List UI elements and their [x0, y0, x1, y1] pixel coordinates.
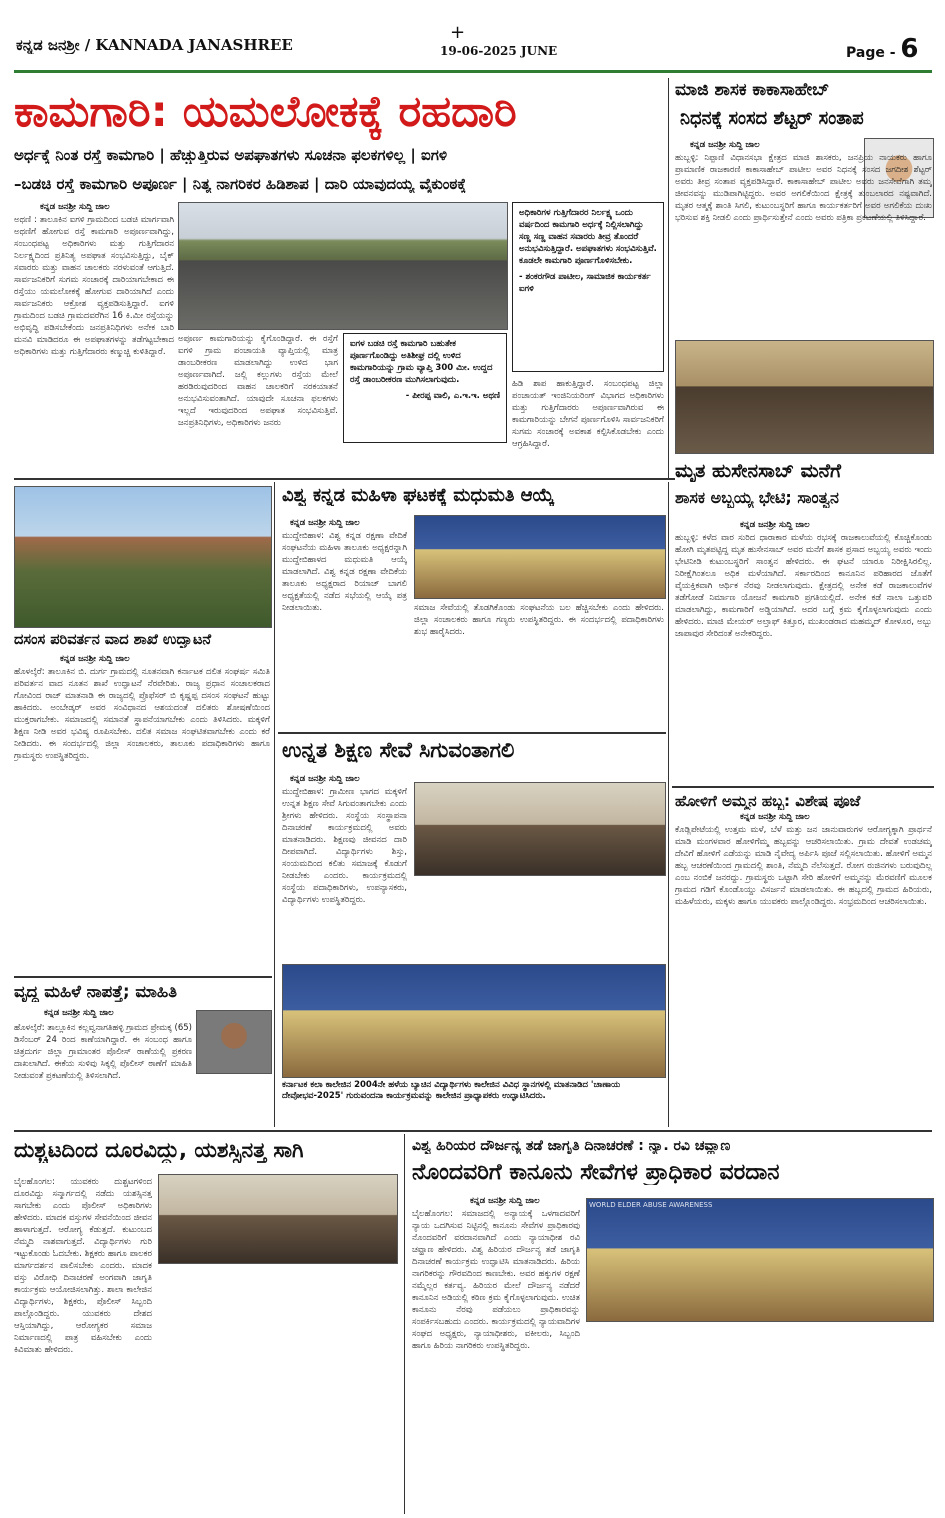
- lead-body-col2: ಅಪೂರ್ಣ ಕಾಮಗಾರಿಯನ್ನು ಕೈಗೊಂಡಿದ್ದಾರೆ. ಈ ರಸ್ತೆಗೆ ಐಗಳಿ ಗ್ರಾಮ ಪಂಚಾಯತಿ ವ್ಯಾಪ್ತಿಯಲ್ಲಿ ಮಾತ್ರ ಡಾಂಬರೀಕರಣ ಮಾಡಲಾಗಿದ್ದು ಉಳಿದ ಭಾಗ ಅಪೂರ್ಣವಾಗಿದೆ. ಜಲ್ಲಿ ಕಲ್ಲುಗಳು ರಸ್ತೆಯ ಮೇಲೆ ಹರಡಿರುವುದರಿಂದ ವಾಹನ ಚಾಲಕರಿಗೆ ನರಕಯಾತನೆ ಅನುಭವಿಸುವಂತಾಗಿದೆ. ಯಾವುದೇ ಸೂಚನಾ ಫಲಕಗಳು ಇಲ್ಲದೆ ಇರುವುದರಿಂದ ಅಪಘಾತ ಸಂಭವಿಸುತ್ತಿವೆ. ಜನಪ್ರತಿನಿಧಿಗಳು, ಅಧಿಕಾರಿಗಳು ಜನರು: [178, 334, 338, 428]
- mla-headline-1: ಮಾಜಿ ಶಾಸಕ ಕಾಕಾಸಾಹೇಬ್: [675, 80, 830, 100]
- missing-headline: ವೃದ್ಧ ಮಹಿಳೆ ನಾಪತ್ತೆ; ಮಾಹಿತಿ: [14, 982, 177, 1001]
- dss-byline: ಕನ್ನಡ ಜನಶ್ರೀ ಸುದ್ದಿ ಜಾಲ: [60, 654, 130, 664]
- bottom-right-photo: [586, 1198, 934, 1322]
- edu-caption: ಕರ್ನಾಟಕ ಕಲಾ ಕಾಲೇಜಿನ 2004ನೇ ಹಳೆಯ ಬ್ಯಾಚಿನ ವಿದ್ಯಾರ್ಥಿಗಳು ಕಾಲೇಜಿನ ವಿವಿಧ ಸ್ಥಾನಗಳಲ್ಲಿ ಮಾತನಾಡಿದ 'ಚಾಣಾಯ ದೇವೋಭವ-2025' ಗುರುವಂದನಾ ಕಾರ್ಯಕ್ರಮವನ್ನು ಕಾಲೇಜಿನ ಪ್ರಾಧ್ಯಾಪಕರು ಉದ್ಘಾಟಿಸಿದರು.: [282, 1080, 621, 1101]
- missing-byline: ಕನ್ನಡ ಜನಶ್ರೀ ಸುದ್ದಿ ಜಾಲ: [44, 1008, 114, 1018]
- right-divider: [668, 482, 669, 1127]
- lead-subhead-1: ಅರ್ಧಕ್ಕೆ ನಿಂತ ರಸ್ತೆ ಕಾಮಗಾರಿ | ಹೆಚ್ಚುತ್ತಿರುವ ಅಪಘಾತಗಳು ಸೂಚನಾ ಫಲಕಗಳಿಲ್ಲ | ಐಗಳಿ: [14, 146, 448, 164]
- bottom-section-rule: [14, 1130, 932, 1132]
- bottom-right-body: ಬೈಲಹೊಂಗಲ: ಸಮಾಜದಲ್ಲಿ ಅನ್ಯಾಯಕ್ಕೆ ಒಳಗಾದವರಿಗೆ ನ್ಯಾಯ ಒದಗಿಸುವ ನಿಟ್ಟಿನಲ್ಲಿ ಕಾನೂನು ಸೇವೆಗಳ ಪ್ರಾಧಿಕಾರವು ನೊಂದವರಿಗೆ ವರದಾನವಾಗಿದೆ ಎಂದು ನ್ಯಾಯಾಧೀಶ ರವಿ ಚವ್ಹಾಣ ಹೇಳಿದರು. ವಿಶ್ವ ಹಿರಿಯರ ದೌರ್ಜನ್ಯ ತಡೆ ಜಾಗೃತಿ ದಿನಾಚರಣೆ ಕಾರ್ಯಕ್ರಮ ಉದ್ಘಾಟಿಸಿ ಮಾತನಾಡಿದರು. ಹಿರಿಯ ನಾಗರಿಕರನ್ನು ಗೌರವದಿಂದ ಕಾಣಬೇಕು. ಅವರ ಹಕ್ಕುಗಳ ರಕ್ಷಣೆ ನಮ್ಮೆಲ್ಲರ ಕರ್ತವ್ಯ. ಹಿರಿಯರ ಮೇಲೆ ದೌರ್ಜನ್ಯ ನಡೆದರೆ ಕಾನೂನಿನ ಅಡಿಯಲ್ಲಿ ಕಠಿಣ ಕ್ರಮ ಕೈಗೊಳ್ಳಲಾಗುವುದು. ಉಚಿತ ಕಾನೂನು ನೆರವು ಪಡೆಯಲು ಪ್ರಾಧಿಕಾರವನ್ನು ಸಂಪರ್ಕಿಸಬಹುದು ಎಂದರು. ಕಾರ್ಯಕ್ರಮದಲ್ಲಿ ನ್ಯಾಯವಾದಿಗಳ ಸಂಘದ ಅಧ್ಯಕ್ಷರು, ನ್ಯಾಯಾಧೀಶರು, ವಕೀಲರು, ಸಿಬ್ಬಂದಿ ಹಾಗೂ ಹಿರಿಯ ನಾಗರಿಕರು ಉಪಸ್ಥಿತರಿದ್ದರು.: [412, 1209, 580, 1351]
- visit-body: ಹುಬ್ಬಳ್ಳಿ: ಕಳೆದ ವಾರ ಸುರಿದ ಧಾರಾಕಾರ ಮಳೆಯ ರಭಸಕ್ಕೆ ರಾಜಕಾಲುವೆಯಲ್ಲಿ ಕೊಚ್ಚಿಕೊಂಡು ಹೋಗಿ ಮೃತಪಟ್ಟಿದ್ದ ಮೃತ ಹುಸೇನಸಾಬ್ ಅವರ ಮನೆಗೆ ಶಾಸಕ ಪ್ರಸಾದ ಅಬ್ಬಯ್ಯ ಅವರು ಇಂದು ಭೇಟಿನೀಡಿ ಕುಟುಂಬಸ್ಥರಿಗೆ ಸಾಂತ್ವನ ಹೇಳಿದರು. ಈ ಘಟನೆ ಯಾರೂ ನಿರೀಕ್ಷಿಸಿರಲಿಲ್ಲ. ನಿರೀಕ್ಷೆಗಿಂತಲೂ ಅಧಿಕ ಮಳೆಯಾಗಿದೆ. ಸರ್ಕಾರದಿಂದ ಕಾನೂನಿನ ಪರಿಹಾರದ ಜೊತೆಗೆ ವೈಯಕ್ತಿಕವಾಗಿ ಆರ್ಥಿಕ ನೆರವು ನೀಡಲಾಗುವುದು. ಕ್ಷೇತ್ರದಲ್ಲಿ ಅನೇಕ ಕಡೆ ರಾಜಕಾಲುವೆಗಳ ತಡೆಗೋಡೆ ನಿರ್ಮಾಣ ಯೋಜನೆ ಕಾಮಗಾರಿ ಪ್ರಗತಿಯಲ್ಲಿದೆ. ಅನೇಕ ಕಡೆ ನಾಲಾ ಒತ್ತುವರಿ ಮಾಡಲಾಗಿದ್ದು, ಕಾಮಗಾರಿಗೆ ಅಡ್ಡಿಯಾಗಿದೆ. ಅದರ ಬಗ್ಗೆ ಕ್ರಮ ಕೈಗೊಳ್ಳಲಾಗುವುದು ಎಂದು ಹೇಳಿದರು. ಮಾಜಿ ಮೇಯರ್ ಅಲ್ತಾಫ್ ಕಿತ್ತೂರ, ಮುಖಂಡರಾದ ಮಹಮ್ಮದ್ ಕೋಳೂರ, ಅಬ್ಬು ಜಾಪಾವುರ ಸೇರಿದಂತೆ ಅನೇಕರಿದ್ದರು.: [675, 533, 932, 639]
- holi-rule: [672, 786, 934, 788]
- visit-headline-2: ಶಾಸಕ ಅಬ್ಬಯ್ಯ ಭೇಟಿ; ಸಾಂತ್ವನ: [675, 488, 839, 507]
- column-divider: [668, 78, 669, 478]
- bottom-divider: [404, 1134, 405, 1514]
- quote-attrib-1: - ಶಂಕರಗೌಡ ಪಾಟೀಲ, ಸಾಮಾಜಿಕ ಕಾರ್ಯಕರ್ತ ಐಗಳಿ: [519, 272, 651, 294]
- missing-rule: [14, 976, 272, 978]
- banner-text: WORLD ELDER ABUSE AWARENESS: [589, 1201, 713, 1209]
- left-divider: [274, 482, 275, 1127]
- visit-photo: [675, 340, 934, 454]
- lead-body-col1: ಅಥಣಿ : ತಾಲೂಕಿನ ಐಗಳಿ ಗ್ರಾಮದಿಂದ ಬಡಚಿ ಮಾರ್ಗವಾಗಿ ಅಥಣಿಗೆ ಹೋಗುವ ರಸ್ತೆ ಕಾಮಗಾರಿ ಅಪೂರ್ಣವಾಗಿದ್ದು, ಸಂಬಂಧಪಟ್ಟ ಅಧಿಕಾರಿಗಳು ಮತ್ತು ಗುತ್ತಿಗೆದಾರನ ನಿರ್ಲಕ್ಷ್ಯದಿಂದ ಪ್ರತಿನಿತ್ಯ ಅಪಘಾತ ಸಂಭವಿಸುತ್ತಿದ್ದು, ಬೈಕ್ ಸವಾರರು ಮತ್ತು ವಾಹನ ಚಾಲಕರು ನರಳುವಂತೆ ಆಗುತ್ತಿದೆ. ಸಾರ್ವಜನಿಕರಿಗೆ ಸುಗಮ ಸಂಚಾರಕ್ಕೆ ದಾರಿಯಾಗಬೇಕಾದ ಈ ರಸ್ತೆಯು ಯಮಲೋಕಕ್ಕೆ ಹೋಗುವ ದಾರಿಯಾಗಿದೆ ಎಂದು ಸಾರ್ವಜನಿಕರು ಆಕ್ರೋಶ ವ್ಯಕ್ತಪಡಿಸುತ್ತಿದ್ದಾರೆ. ಐಗಳಿ ಗ್ರಾಮದಿಂದ ಬಡಚಿ ಗ್ರಾಮದವರೆಗಿನ 16 ಕಿ.ಮೀ ರಸ್ತೆಯನ್ನು ಅಭಿವೃದ್ಧಿ ಪಡಿಸಬೇಕೆಂದು ಜನಪ್ರತಿನಿಧಿಗಳು ಅನೇಕ ಬಾರಿ ಮನವಿ ಮಾಡಿದರೂ ಈ ಅಪಘಾತಗಳನ್ನು ತಡೆಗಟ್ಟಬೇಕಾದ ಅಧಿಕಾರಿಗಳು ಮತ್ತು ಗುತ್ತಿಗೆದಾರರು ಕಣ್ಮುಚ್ಚಿ ಕುಳಿತಿದ್ದಾರೆ.: [14, 215, 174, 357]
- road-photo: [178, 202, 508, 330]
- madhumati-body-right: ಸಮಾಜ ಸೇವೆಯಲ್ಲಿ ತೊಡಗಿಕೊಂಡು ಸಂಘಟನೆಯ ಬಲ ಹೆಚ್ಚಿಸಬೇಕು ಎಂದು ಹೇಳಿದರು. ಜಿಲ್ಲಾ ಸಂಚಾಲಕರು ಹಾಗೂ ಗಣ್ಯರು ಉಪಸ್ಥಿತರಿದ್ದರು. ಈ ಸಂದರ್ಭದಲ್ಲಿ ಪದಾಧಿಕಾರಿಗಳು ಶುಭ ಹಾರೈಸಿದರು.: [414, 603, 664, 637]
- visit-byline: ಕನ್ನಡ ಜನಶ್ರೀ ಸುದ್ದಿ ಜಾಲ: [740, 520, 810, 530]
- bottom-left-body: ಬೈಲಹೊಂಗಲ: ಯುವಕರು ದುಶ್ಚಟಗಳಿಂದ ದೂರವಿದ್ದು ಸನ್ಮಾರ್ಗದಲ್ಲಿ ನಡೆದು ಯಶಸ್ಸಿನತ್ತ ಸಾಗಬೇಕು ಎಂದು ಪೊಲೀಸ್ ಅಧಿಕಾರಿಗಳು ಹೇಳಿದರು. ಮಾದಕ ವಸ್ತುಗಳ ಸೇವನೆಯಿಂದ ಜೀವನ ಹಾಳಾಗುತ್ತದೆ. ಆರೋಗ್ಯ ಕೆಡುತ್ತದೆ. ಕುಟುಂಬದ ನೆಮ್ಮದಿ ನಾಶವಾಗುತ್ತದೆ. ವಿದ್ಯಾರ್ಥಿಗಳು ಗುರಿ ಇಟ್ಟುಕೊಂಡು ಓದಬೇಕು. ಶಿಕ್ಷಕರು ಹಾಗೂ ಪಾಲಕರ ಮಾರ್ಗದರ್ಶನ ಪಾಲಿಸಬೇಕು ಎಂದರು. ಮಾದಕ ವಸ್ತು ವಿರೋಧಿ ದಿನಾಚರಣೆ ಅಂಗವಾಗಿ ಜಾಗೃತಿ ಕಾರ್ಯಕ್ರಮ ಆಯೋಜಿಸಲಾಗಿತ್ತು. ಶಾಲಾ ಕಾಲೇಜಿನ ವಿದ್ಯಾರ್ಥಿಗಳು, ಶಿಕ್ಷಕರು, ಪೊಲೀಸ್ ಸಿಬ್ಬಂದಿ ಪಾಲ್ಗೊಂಡಿದ್ದರು. ಯುವಕರು ದೇಶದ ಆಸ್ತಿಯಾಗಿದ್ದು, ಆರೋಗ್ಯಕರ ಸಮಾಜ ನಿರ್ಮಾಣದಲ್ಲಿ ಪಾತ್ರ ವಹಿಸಬೇಕು ಎಂದು ಕಿವಿಮಾತು ಹೇಳಿದರು.: [14, 1177, 152, 1355]
- lead-subhead-2: –ಬಡಚಿ ರಸ್ತೆ ಕಾಮಗಾರಿ ಅಪೂರ್ಣ | ನಿತ್ಯ ನಾಗರಿಕರ ಹಿಡಿಶಾಪ | ದಾರಿ ಯಾವುದಯ್ಯ ವೈಕುಂಠಕ್ಕೆ: [14, 175, 467, 193]
- lead-byline: ಕನ್ನಡ ಜನಶ್ರೀ ಸುದ್ದಿ ಜಾಲ: [40, 202, 110, 212]
- bottom-right-headline: ನೊಂದವರಿಗೆ ಕಾನೂನು ಸೇವೆಗಳ ಪ್ರಾಧಿಕಾರ ವರದಾನ: [412, 1160, 780, 1185]
- missing-portrait: [196, 1010, 272, 1074]
- mla-body: ಹುಬ್ಬಳ್ಳಿ: ನಿಪ್ಪಾಣಿ ವಿಧಾನಸಭಾ ಕ್ಷೇತ್ರದ ಮಾಜಿ ಶಾಸಕರು, ಜನಪ್ರಿಯ ನಾಯಕರು ಹಾಗೂ ಪ್ರಾಮಾಣಿಕ ರಾಜಕಾರಣಿ ಕಾಕಾಸಾಹೇಬ್ ಪಾಟೀಲ ಅವರ ನಿಧನಕ್ಕೆ ಸಂಸದ ಜಗದೀಶ ಶೆಟ್ಟರ್ ಅವರು ತೀವ್ರ ಸಂತಾಪ ವ್ಯಕ್ತಪಡಿಸಿದ್ದಾರೆ. ಕಾಕಾಸಾಹೇಬ್ ಪಾಟೀಲ ಅವರು ಜನಸೇವೆಗಾಗಿ ತಮ್ಮ ಜೀವನವನ್ನು ಮುಡಿಪಾಗಿಟ್ಟಿದ್ದರು. ಅವರ ಅಗಲಿಕೆಯಿಂದ ಕ್ಷೇತ್ರಕ್ಕೆ ತುಂಬಲಾರದ ನಷ್ಟವಾಗಿದೆ. ಮೃತರ ಆತ್ಮಕ್ಕೆ ಶಾಂತಿ ಸಿಗಲಿ, ಕುಟುಂಬಸ್ಥರಿಗೆ ಹಾಗೂ ಕಾರ್ಯಕರ್ತರಿಗೆ ಅವರ ಅಗಲಿಕೆಯ ದುಃಖ ಭರಿಸುವ ಶಕ್ತಿ ನೀಡಲಿ ಎಂದು ಪ್ರಾರ್ಥಿಸುತ್ತೇನೆ ಎಂದು ಅವರು ಪತ್ರಿಕಾ ಪ್ರಕಟಣೆಯಲ್ಲಿ ತಿಳಿಸಿದ್ದಾರೆ.: [675, 153, 932, 223]
- holi-headline: ಹೋಳಿಗೆ ಅಮ್ಮನ ಹಬ್ಬ: ವಿಶೇಷ ಪೂಜೆ: [675, 792, 861, 810]
- page-indicator: [846, 34, 919, 64]
- missing-body: ಹೊಳಲ್ಕೆರೆ: ತಾಲ್ಲೂಕಿನ ಕಲ್ಲವ್ವನಾಗತಿಹಳ್ಳಿ ಗ್ರಾಮದ ಪ್ರೇಮಕ್ಕ (65) ಡಿಸೆಂಬರ್ 24 ರಿಂದ ಕಾಣೆಯಾಗಿದ್ದಾರೆ. ಈ ಸಂಬಂಧ ಹಾಗೂ ಚಿತ್ರದುರ್ಗ ಜಿಲ್ಲಾ ಗ್ರಾಮಾಂತರ ಪೊಲೀಸ್ ಠಾಣೆಯಲ್ಲಿ ಪ್ರಕರಣ ದಾಖಲಾಗಿದೆ. ಈಕೆಯ ಸುಳಿವು ಸಿಕ್ಕಲ್ಲಿ ಪೊಲೀಸ್ ಠಾಣೆಗೆ ಮಾಹಿತಿ ನೀಡುವಂತೆ ಪ್ರಕಟಣೆಯಲ್ಲಿ ತಿಳಿಸಲಾಗಿದೆ.: [14, 1023, 192, 1081]
- mla-byline: ಕನ್ನಡ ಜನಶ್ರೀ ಸುದ್ದಿ ಜಾಲ: [690, 140, 760, 150]
- dss-body: ಹೊಳಲ್ಕೆರೆ: ತಾಲೂಕಿನ ಬಿ. ದುರ್ಗ ಗ್ರಾಮದಲ್ಲಿ ನೂತನವಾಗಿ ಕರ್ನಾಟಕ ದಲಿತ ಸಂಘರ್ಷ ಸಮಿತಿ ಪರಿವರ್ತನ ವಾದ ನೂತನ ಶಾಖೆ ಉದ್ಘಾಟನೆ ನೆರವೇರಿತು. ರಾಜ್ಯ ಪ್ರಧಾನ ಸಂಚಾಲಕರಾದ ಗೋವಿಂದ ರಾಜ್ ಮಾತನಾಡಿ ಈ ರಾಜ್ಯದಲ್ಲಿ ಪ್ರೊಫೆಸರ್ ಬಿ ಕೃಷ್ಣಪ್ಪ ದಸಂಸ ಸಂಘಟನೆ ಹುಟ್ಟು ಹಾಕಿದರು. ಅಂಬೇಡ್ಕರ್ ಅವರ ಸಂವಿಧಾನದ ಆಶಯದಂತೆ ದಲಿತರು ಶೋಷಣೆಯಿಂದ ಮುಕ್ತರಾಗಬೇಕು. ಸಮಾಜದಲ್ಲಿ ಸಮಾನತೆ ಸ್ಥಾಪನೆಯಾಗಬೇಕು ಎಂದು ತಿಳಿಸಿದರು. ಮಕ್ಕಳಿಗೆ ಶಿಕ್ಷಣ ನೀಡಿ ಅವರ ಭವಿಷ್ಯ ರೂಪಿಸಬೇಕು. ದಲಿತ ಸಮಾಜ ಸಂಘಟಿತವಾಗಬೇಕು ಎಂದು ಕರೆ ನೀಡಿದರು. ಈ ಸಂದರ್ಭದಲ್ಲಿ ಜಿಲ್ಲಾ ಸಂಚಾಲಕರು, ತಾಲೂಕು ಪದಾಧಿಕಾರಿಗಳು ಹಾಗೂ ಗ್ರಾಮಸ್ಥರು ಉಪಸ್ಥಿತರಿದ್ದರು.: [14, 667, 270, 761]
- lead-body-col3: ಹಿಡಿ ಶಾಪ ಹಾಕುತ್ತಿದ್ದಾರೆ. ಸಂಬಂಧಪಟ್ಟ ಜಿಲ್ಲಾ ಪಂಚಾಯತ್ ಇಂಜಿನಿಯರಿಂಗ್ ವಿಭಾಗದ ಅಧಿಕಾರಿಗಳು ಮತ್ತು ಗುತ್ತಿಗೆದಾರರು ಅಪೂರ್ಣವಾಗಿರುವ ಈ ಕಾಮಗಾರಿಯನ್ನು ಬೇಗನೆ ಪೂರ್ಣಗೊಳಿಸಿ ಸಾರ್ವಜನಿಕರಿಗೆ ಸುಗಮ ಸಂಚಾರಕ್ಕೆ ಅವಕಾಶ ಕಲ್ಪಿಸಿಕೊಡಬೇಕು ಎಂದು ಆಗ್ರಹಿಸಿದ್ದಾರೆ.: [512, 379, 664, 449]
- edu-headline: ಉನ್ನತ ಶಿಕ್ಷಣ ಸೇವೆ ಸಿಗುವಂತಾಗಲಿ: [282, 738, 515, 762]
- edu-photo-2: [282, 964, 666, 1078]
- quote-text-1: ಅಧಿಕಾರಿಗಳ ಗುತ್ತಿಗೆದಾರರ ನಿರ್ಲಕ್ಷ್ಯ ಒಂದು ವರ್ಷದಿಂದ ಕಾಮಗಾರಿ ಅರ್ಧಕ್ಕೆ ನಿಲ್ಲಿಸಲಾಗಿದ್ದು ಸಣ್ಣ ಸಣ್ಣ ವಾಹನ ಸವಾರರು ತೀವ್ರ ತೊಂದರೆ ಅನುಭವಿಸುತ್ತಿದ್ದಾರೆ. ಅಪಘಾತಗಳು ಸಂಭವಿಸುತ್ತಿವೆ. ಕೂಡಲೇ ಕಾಮಗಾರಿ ಪೂರ್ಣಗೊಳಿಸಬೇಕು.: [519, 208, 657, 266]
- bottom-right-kicker: ವಿಶ್ವ ಹಿರಿಯರ ದೌರ್ಜನ್ಯ ತಡೆ ಜಾಗೃತಿ ದಿನಾಚರಣೆ : ನ್ಯಾ. ರವಿ ಚವ್ಹಾಣ: [412, 1138, 731, 1154]
- page-label: Page -: [846, 45, 896, 61]
- bottom-left-photo: [158, 1174, 398, 1264]
- holi-body: ಕೊಡ್ಲಿಪೇಟೆಯಲ್ಲಿ ಉತ್ತಮ ಮಳೆ, ಬೆಳೆ ಮತ್ತು ಜನ ಜಾನುವಾರುಗಳ ಆರೋಗ್ಯಕ್ಕಾಗಿ ಪ್ರಾರ್ಥನೆ ಮಾಡಿ ಮಂಗಳವಾರ ಹೋಳಿಗೆಮ್ಮ ಹಬ್ಬವನ್ನು ಆಚರಿಸಲಾಯಿತು. ಗ್ರಾಮ ದೇವತೆ ಉಡಚಮ್ಮ ದೇವಿಗೆ ಹೋಳಿಗೆ ಎಡೆಯನ್ನು ಮಾಡಿ ನೈವೇದ್ಯ ಅರ್ಪಿಸಿ ಪೂಜೆ ಸಲ್ಲಿಸಲಾಯಿತು. ಹೋಳಿಗೆ ಅಮ್ಮನ ಹಬ್ಬ ಆಚರಣೆಯಿಂದ ಗ್ರಾಮದಲ್ಲಿ ಶಾಂತಿ, ನೆಮ್ಮದಿ ನೆಲೆಸುತ್ತದೆ. ರೋಗ ರುಜಿನಗಳು ಬರುವುದಿಲ್ಲ ಎಂಬ ನಂಬಿಕೆ ಜನರದ್ದು. ಗ್ರಾಮಸ್ಥರು ಒಟ್ಟಾಗಿ ಸೇರಿ ಹೋಳಿಗೆ ಅಮ್ಮನನ್ನು ಮೆರವಣಿಗೆ ಮೂಲಕ ಗ್ರಾಮದ ಗಡಿಗೆ ಕೊಂಡೊಯ್ದು ವಿಸರ್ಜನೆ ಮಾಡಲಾಯಿತು. ಈ ಹಬ್ಬದಲ್ಲಿ ಗ್ರಾಮದ ಹಿರಿಯರು, ಮಹಿಳೆಯರು, ಮಕ್ಕಳು ಹಾಗೂ ಯುವಕರು ಪಾಲ್ಗೊಂಡಿದ್ದರು. ಸಂಭ್ರಮದಿಂದ ಆಚರಿಸಲಾಯಿತು.: [675, 825, 932, 907]
- crosshair-icon: +: [450, 22, 466, 43]
- lead-headline: ಕಾಮಗಾರಿ: ಯಮಲೋಕಕ್ಕೆ ರಹದಾರಿ: [14, 87, 517, 137]
- masthead-title: ಕನ್ನಡ ಜನಶ್ರೀ / KANNADA JANASHREE: [16, 36, 293, 54]
- dss-headline: ದಸಂಸ ಪರಿವರ್ತನ ವಾದ ಶಾಖೆ ಉದ್ಘಾಟನೆ: [14, 632, 212, 648]
- masthead-rule: [14, 70, 932, 73]
- quote-box-1: [512, 202, 664, 372]
- quote-box-2: [343, 333, 507, 443]
- edu-photo-1: [414, 782, 666, 876]
- masthead-date: 19-06-2025 JUNE: [440, 44, 558, 58]
- edu-body: ಮುದ್ದೇಬಿಹಾಳ: ಗ್ರಾಮೀಣ ಭಾಗದ ಮಕ್ಕಳಿಗೆ ಉನ್ನತ ಶಿಕ್ಷಣ ಸೇವೆ ಸಿಗುವಂತಾಗಬೇಕು ಎಂದು ಶ್ರೀಗಳು ಹೇಳಿದರು. ಸಂಸ್ಥೆಯ ಸಂಸ್ಥಾಪನಾ ದಿನಾಚರಣೆ ಕಾರ್ಯಕ್ರಮದಲ್ಲಿ ಅವರು ಮಾತನಾಡಿದರು. ಶಿಕ್ಷಣವು ಜೀವನದ ದಾರಿ ದೀಪವಾಗಿದೆ. ವಿದ್ಯಾರ್ಥಿಗಳು ಶಿಸ್ತು, ಸಂಯಮದಿಂದ ಕಲಿತು ಸಮಾಜಕ್ಕೆ ಕೊಡುಗೆ ನೀಡಬೇಕು ಎಂದರು. ಕಾರ್ಯಕ್ರಮದಲ್ಲಿ ಸಂಸ್ಥೆಯ ಪದಾಧಿಕಾರಿಗಳು, ಉಪನ್ಯಾಸಕರು, ವಿದ್ಯಾರ್ಥಿಗಳು ಉಪಸ್ಥಿತರಿದ್ದರು.: [282, 787, 407, 905]
- dss-photo: [14, 486, 272, 628]
- mla-headline-2: ನಿಧನಕ್ಕೆ ಸಂಸದ ಶೆಟ್ಟರ್ ಸಂತಾಪ: [680, 108, 864, 129]
- quote-attrib-2: - ಪೀರಪ್ಪ ವಾಲಿ, ಎ.ಇ.ಇ. ಅಥಣಿ: [405, 391, 500, 401]
- edu-byline: ಕನ್ನಡ ಜನಶ್ರೀ ಸುದ್ದಿ ಜಾಲ: [290, 774, 360, 784]
- madhumati-body-left: ಮುದ್ದೇಬಿಹಾಳ: ವಿಶ್ವ ಕನ್ನಡ ರಕ್ಷಣಾ ವೇದಿಕೆ ಸಂಘಟನೆಯ ಮಹಿಳಾ ತಾಲೂಕು ಅಧ್ಯಕ್ಷರನ್ನಾಗಿ ಮುದ್ದೇಬಿಹಾಳದ ಮಧುಮತಿ ಆಯ್ಕೆ ಮಾಡಲಾಗಿದೆ. ವಿಶ್ವ ಕನ್ನಡ ರಕ್ಷಣಾ ವೇದಿಕೆಯ ತಾಲೂಕು ಅಧ್ಯಕ್ಷರಾದ ರಿಯಾಜ್ ಬಾಗಲಿ ಅಧ್ಯಕ್ಷತೆಯಲ್ಲಿ ನಡೆದ ಸಭೆಯಲ್ಲಿ ಆಯ್ಕೆ ಪತ್ರ ನೀಡಲಾಯಿತು.: [282, 531, 407, 613]
- edu-rule: [278, 732, 666, 734]
- page-number: 6: [900, 34, 919, 64]
- holi-byline: ಕನ್ನಡ ಜನಶ್ರೀ ಸುದ್ದಿ ಜಾಲ: [740, 812, 810, 822]
- bottom-left-headline: ದುಶ್ಚಟದಿಂದ ದೂರವಿದ್ದು, ಯಶಸ್ಸಿನತ್ತ ಸಾಗಿ: [14, 1138, 304, 1162]
- quote-text-2: ಐಗಳ ಬಡಚಿ ರಸ್ತೆ ಕಾಮಗಾರಿ ಬಹುತೇಕ ಪೂರ್ಣಗೊಂಡಿದ್ದು ಅತಿಶೀಘ್ರ ದಲ್ಲಿ ಉಳಿದ ಕಾಮಗಾರಿಯನ್ನು ಗ್ರಾಮ ವ್ಯಾಪ್ತಿ 300 ಮೀ. ಉದ್ದದ ರಸ್ತೆ ಡಾಂಬರೀಕರಣ ಮುಗಿಸಲಾಗುವುದು.: [350, 339, 493, 385]
- bottom-right-byline: ಕನ್ನಡ ಜನಶ್ರೀ ಸುದ್ದಿ ಜಾಲ: [470, 1196, 540, 1206]
- madhumati-headline: ವಿಶ್ವ ಕನ್ನಡ ಮಹಿಳಾ ಘಟಕಕ್ಕೆ ಮಧುಮತಿ ಆಯ್ಕೆ: [282, 485, 555, 506]
- visit-headline-1: ಮೃತ ಹುಸೇನಸಾಬ್ ಮನೆಗೆ: [675, 460, 935, 482]
- madhumati-photo: [414, 515, 666, 599]
- madhumati-byline: ಕನ್ನಡ ಜನಶ್ರೀ ಸುದ್ದಿ ಜಾಲ: [290, 518, 360, 528]
